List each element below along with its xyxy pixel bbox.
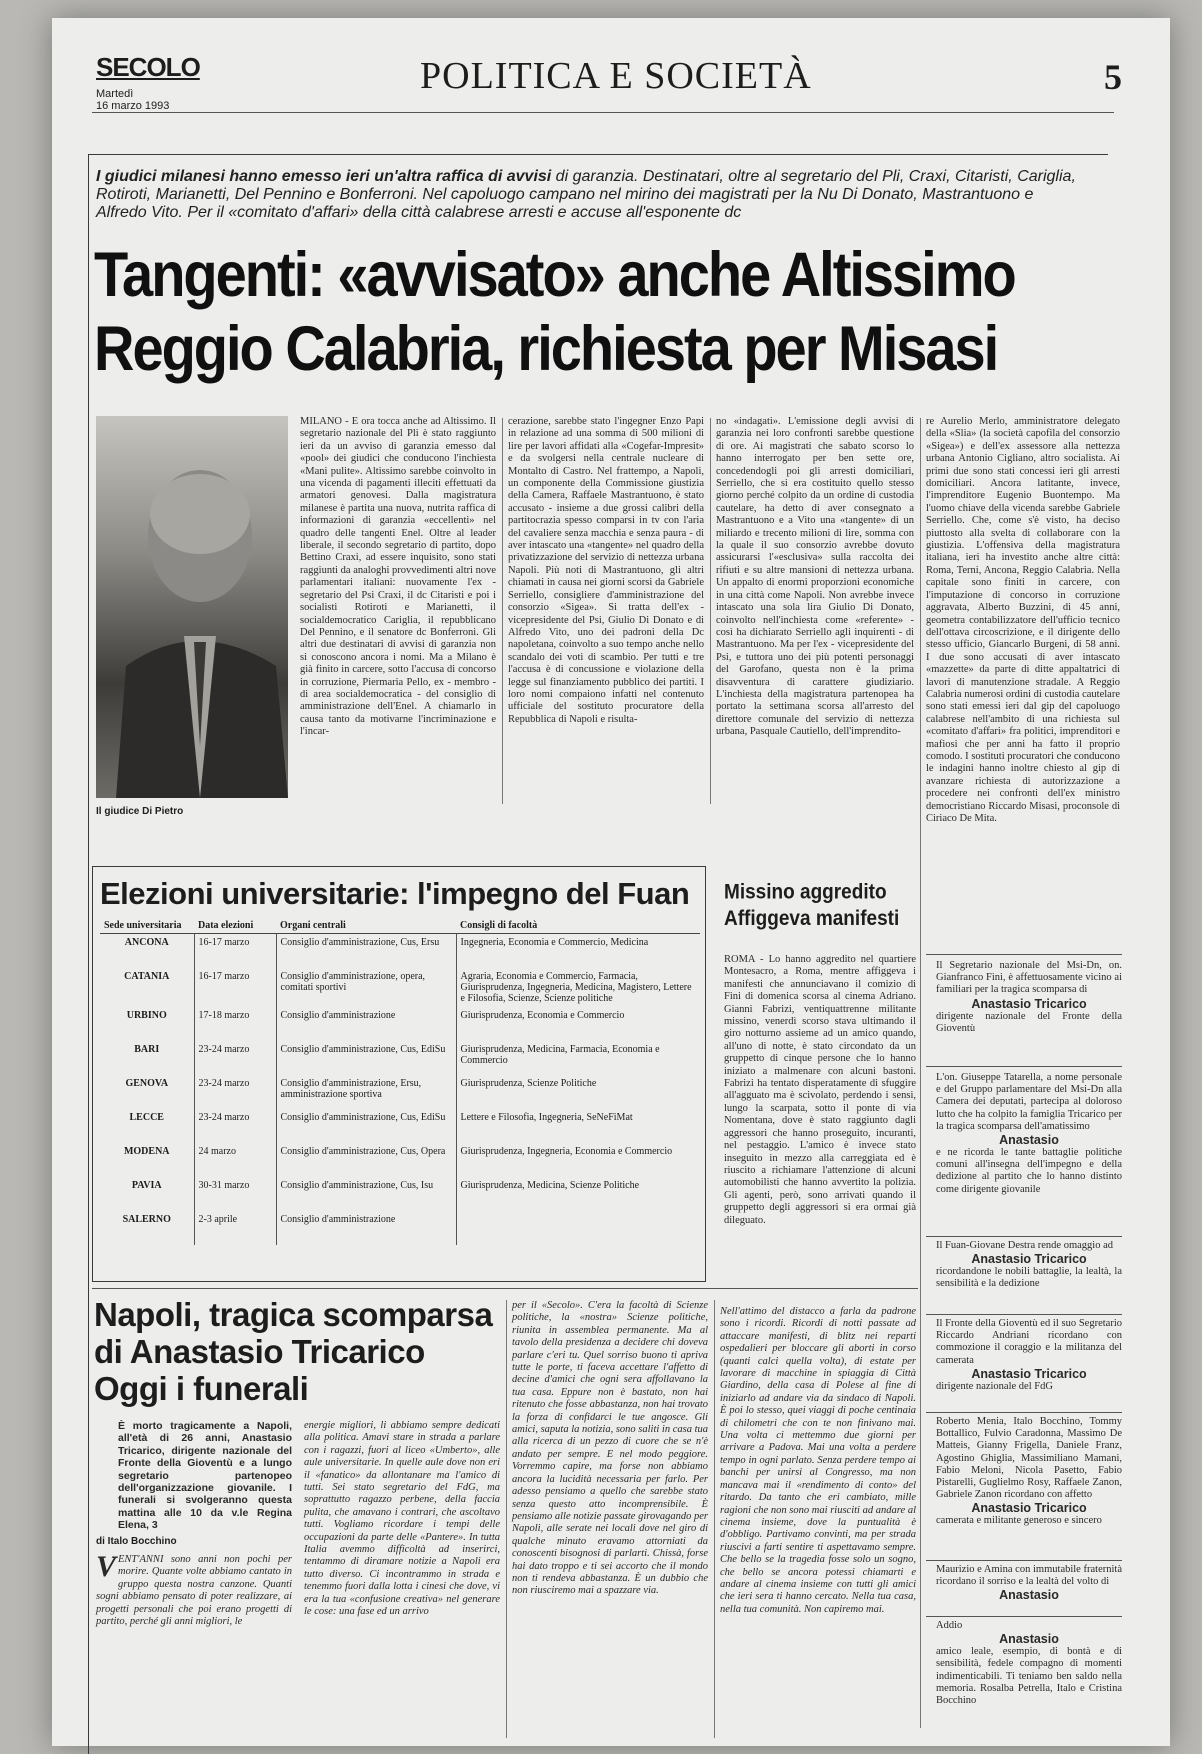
main-col-4: re Aurelio Merlo, amministratore delegato della «Slia» (la società capofila del consorzio «Sigea») e dell'ex assessore alla nettezza urbana Antonio Cigliano, altro socialista. Ai primi due sono stati concessi ieri gli arresti domiciliari. Ancora latitante, invece, l'imprenditore Eugenio Buontempo. Ma l'uomo chiave della vicenda sarebbe Gabriele Serriello. Che, come s'è visto, ha deciso piuttosto alla svelta di collaborare con la giustizia. L'offensiva della magistratura italiana, ieri ha investito anche altre città: Roma, Terni, Ancona, Reggio Calabria. Nella capitale sono finiti in carcere, con l'imputazione di concorso in corruzione aggravata, Alberto Buzzini, di 45 anni, geometra contabilizzatore dell'ufficio tecnico dell'ottava circoscrizione, e il dirigente dello stesso ufficio, Giancarlo Burgeni, di 58 anni. I due sono accusati di aver intascato «mazzette» da parte di ditte appaltatrici di lavori di manutenzione stradale. A Reggio Calabria numerosi ordini di custodia cautelare sono stati emessi ieri dal gip del capoluogo calabrese nell'ambito di una richiesta sul «comitato d'affari» fra politici, imprenditori e mafiosi che per anni ha fatto il proprio comodo. I sostituti procuratori che conducono le indagini hanno inoltre chiesto al gip di avanzare richiesta di autorizzazione a procedere nei confronti dell'ex ministro democristiano Riccardo Misasi, proconsole di Ciriaco De Mita. bbox=[926, 416, 1120, 824]
announcement-text: ricordandone le nobili battaglie, la lealtà, la sensibilità e la dedizione bbox=[936, 1266, 1122, 1290]
cell-organi: Consiglio d'amministrazione, Cus, Isu bbox=[276, 1177, 456, 1211]
missino-headline-line-1: Missino aggredito bbox=[724, 881, 887, 905]
announcement-text: L'on. Giuseppe Tatarella, a nome personale e del Gruppo parlamentare del Msi-Dn alla Camera dei deputati, partecipa al doloroso lutto che ha colpito la famiglia Tricarico per la tragica scomparsa dell'amatissimo bbox=[936, 1072, 1122, 1132]
intro-text: di garanzia. Destinatari, oltre al segretario del Pli, Craxi, Citaristi, Cariglia, Rotiroti, Marianetti, Del Pennino e Bonferroni. Nel capoluogo campano nel mirino dei magistrati per la Nu Di Donato, Mastrantuono e Alfredo Vito. Per il «comitato d'affari» della città calabrese arresti e accuse all'esponente dc bbox=[96, 168, 1076, 221]
napoli-headline bbox=[94, 1296, 492, 1407]
cell-organi: Consiglio d'amministrazione, Cus, Opera bbox=[276, 1143, 456, 1177]
table-row bbox=[100, 1041, 700, 1075]
cell-data: 2-3 aprile bbox=[194, 1211, 276, 1245]
table-row bbox=[100, 1143, 700, 1177]
announcement-text: Addio bbox=[936, 1620, 963, 1631]
main-col-2: cerazione, sarebbe stato l'ingegner Enzo Papi in relazione ad una somma di 500 milioni di lire per lavori affidati alla «Cogefar-Impresit» e da svolgersi nella centrale nucleare di Montalto di Castro. Nel frattempo, a Napoli, un componente della Commissione giustizia della Camera, Raffaele Mastrantuono, è stato accusato - insieme a due grossi calibri della partitocrazia spesso comparsi in tv con l'aria del cavaliere senza macchia e senza paura - di aver intascato una «tangente» nel quadro della privatizzazione del servizio di nettezza urbana Napoli. Più noti di Mastrantuono, gli altri chiamati in causa nei giorni scorsi da Gabriele Serriello, consigliere d'amministrazione del consorzio «Sigea». Si tratta dell'ex - vicepresidente del Psi, Giulio Di Donato e di Alfredo Vito, uno dei padroni della Dc napoletana, coinvolto a suo tempo anche nello scandalo dei voti di scambio. Per tutti e tre l'accusa è di concussione e violazione della legge sul finanziamento pubblico dei partiti. I loro nomi compaiono infatti nel contenuto ufficiale del sostituto procuratore della Repubblica di Napoli e risulta- bbox=[508, 416, 704, 725]
section-title: POLITICA E SOCIETÀ bbox=[420, 55, 812, 97]
drop-cap: V bbox=[96, 1550, 117, 1583]
header-rule bbox=[92, 112, 1114, 113]
cell-data: 16-17 marzo bbox=[194, 968, 276, 1007]
col-header-organi: Organi centrali bbox=[276, 918, 456, 934]
fuan-title: Elezioni universitarie: l'impegno del Fuan bbox=[100, 876, 690, 911]
article-intro bbox=[96, 168, 1086, 222]
announcement-text: dirigente nazionale del Fronte della Gioventù bbox=[936, 1010, 1122, 1034]
announcement-text: amico leale, esempio, di bontà e di sensibilità, fedele compagno di momenti indimenticabili. Ti teniamo ben saldo nella memoria. Rosalba Petrella, Italo e Cristina Bocchino bbox=[936, 1646, 1122, 1707]
cell-data: 23-24 marzo bbox=[194, 1109, 276, 1143]
column-rule bbox=[920, 418, 921, 1728]
announcement-text: camerata e militante generoso e sincero bbox=[936, 1515, 1102, 1527]
cell-data: 23-24 marzo bbox=[194, 1075, 276, 1109]
cell-data: 17-18 marzo bbox=[194, 1007, 276, 1041]
intro-bold: I giudici milanesi hanno emesso ieri un'altra raffica di avvisi bbox=[96, 168, 552, 185]
announcement-name: Anastasio bbox=[999, 1632, 1059, 1647]
announcement-name: Anastasio Tricarico bbox=[971, 1252, 1087, 1267]
cell-sede: LECCE bbox=[129, 1111, 164, 1123]
cell-sede: SALERNO bbox=[122, 1213, 171, 1225]
cell-organi: Consiglio d'amministrazione bbox=[276, 1211, 456, 1245]
announcement-1 bbox=[936, 960, 1122, 1035]
cell-sede: ANCONA bbox=[124, 937, 169, 948]
headline-line-2: Reggio Calabria, richiesta per Misasi bbox=[94, 313, 998, 384]
napoli-col-1-text: ENT'ANNI sono anni non pochi per morire. Quante volte abbiamo cantato in gruppo questa nostra canzone. Quanti sogni abbiamo pensato di poter realizzare, ai progetti personali che poi erano progetti di partito, perché gli anni migliori, le bbox=[96, 1554, 292, 1628]
missino-headline bbox=[724, 880, 899, 933]
newspaper-logo: SECOLO bbox=[96, 52, 200, 82]
cell-sede: PAVIA bbox=[131, 1179, 162, 1191]
fuan-table bbox=[100, 918, 700, 1245]
cell-sede: URBINO bbox=[126, 1009, 167, 1021]
table-row bbox=[100, 1075, 700, 1109]
cell-organi: Consiglio d'amministrazione, Cus, Ersu bbox=[276, 934, 456, 968]
cell-consigli: Giurisprudenza, Scienze Politiche bbox=[456, 1075, 700, 1109]
announcement-name: Anastasio Tricarico bbox=[971, 1501, 1087, 1516]
announcement-7 bbox=[936, 1620, 1122, 1707]
napoli-col-3: per il «Secolo». C'era la facoltà di Scienze politiche, la «nostra» Scienze politiche, riunita in assemblea permanente. Ma al tavolo della presidenza a decidere chi doveva parlare c'eri tu. Quel sorriso buono ti apriva tutte le porte, ti faceva accettare l'affetto di decine d'amici che ogni sera affollavano la tua casa. Eppure non è bastato, non hai ritenuto che fosse abbastanza, non hai trovato la forza di confidarci le tue angosce. Gli amici, saputa la notizia, sono saliti in casa tua alla ricerca di un pezzo di cuore che se n'è andato per sempre. E nel modo peggiore. Vorremmo capire, ma forse non abbiamo ancora la lucidità necessaria per farlo. Per adesso pensiamo a quello che sarebbe stato senza questo atto incomprensibile. È pensiamo alle notizie passate girovagando per Napoli, alle serate nei locali dove nel giro di qualche minuto eravamo attorniati da conoscenti bisognosi di parlarti. Chissà, forse hai dato troppo e ti sei accorto che il mondo non ti rendeva abbastanza. È un dubbio che non riusciremo mai a spazzare via. bbox=[512, 1300, 709, 1597]
column-rule bbox=[506, 1300, 507, 1738]
napoli-headline-line-1: Napoli, tragica scomparsa bbox=[94, 1296, 493, 1333]
cell-sede: CATANIA bbox=[124, 970, 170, 982]
table-row bbox=[100, 1007, 700, 1041]
missino-body: ROMA - Lo hanno aggredito nel quartiere Montesacro, a Roma, mentre affiggeva i manifesti che annunciavano il comizio di Fini di domenica scorsa al cinema Adriano. Gianni Fabrizi, ventiquattrenne militante missino, venerdì scorso stava ultimando il giro notturno assieme ad un amico quando, all'uno di notte, è stato circondato da un gruppetto di cinque persone che lo hanno iniziato a malmenare con alcuni bastoni. Fabrizi ha tentato disperatamente di sfuggire all'agguato ma è scivolato, perdendo i sensi, lungo la scarpata, sotto il ponte di via Nomentana, dove è stato raggiunto dagli aggressori che hanno proseguito, incuranti, nel pestaggio. L'amico è invece stato inseguito in mezzo alla carreggiata ed è riuscito a richiamare l'attenzione di alcuni automobilisti che hanno avvertito la polizia. Gli agenti, però, sono arrivati quando il gruppetto degli aggressori si era ormai già dileguato. bbox=[724, 954, 916, 1226]
cell-sede: MODENA bbox=[123, 1145, 170, 1157]
cell-consigli: Giurisprudenza, Medicina, Farmacia, Economia e Commercio bbox=[456, 1041, 700, 1075]
announcement-rule bbox=[926, 1560, 1122, 1561]
announcement-rule bbox=[926, 1066, 1122, 1067]
announcement-name: Anastasio bbox=[999, 1133, 1059, 1148]
cell-sede: GENOVA bbox=[125, 1077, 169, 1089]
napoli-col-2: energie migliori, li abbiamo sempre dedicati alla politica. Amavi stare in strada a parlare con i ragazzi, fuori al liceo «Umberto», alle aule universitarie. In quelle aule dove non eri il «fanatico» da allontanare ma l'amico di tutti. Sei stato segretario del FdG, ma soprattutto ragazzo perbene, della faccia pulita, che amavano i contrari, che ascoltavo tutti. Vogliamo ricordare i tempi delle occupazioni da parte delle «Pantere». In tutta Italia avemmo difficoltà ad inserirci, tentammo di diramare notizie a Napoli era tutto diverso. Ci incontrammo in strada e tenemmo fuori dalla lotta i cinesi che dove, vi era la tua «confusione creativa» nel generare le cose: una fase ed un arrivo bbox=[304, 1420, 500, 1618]
announcement-name: Anastasio Tricarico bbox=[971, 996, 1087, 1011]
cell-consigli: Giurisprudenza, Medicina, Scienze Politiche bbox=[456, 1177, 700, 1211]
napoli-col-4: Nell'attimo del distacco a farla da padrone sono i ricordi. Ricordi di notti passate ad attaccare manifesti, di blitz nei reparti ospedalieri per bloccare gli aborti in corso (quanti calci quella volta), di estate per lavorare di macchine in spiaggia di Città Giardino, della casa di Polese al fine di iniziarlo ad andare via da sindaco di Napoli. È poi lo stesso, quei viaggi di poche centinaia di chilometri che con te non finivano mai. Una volta ci mettemmo due giorni per arrivare a Padova. Mai una volta a perdere tempo in ogni parlato. Senza perdere tempo ai banchi per unirsi al Congresso, ma non mancava mai il «rendimento di conto» del ritardo. Da tanto che eri cambiato, mille ragioni che non sono mai riusciti ad andare al cinema insieme, dove la puntualità è d'obbligo. Partivamo convinti, ma per strada riuscivi a farti sentire ti aspettavamo sempre. Che bello se la tragedia fosse solo un sogno, che bello se ancora potessi chiamarti e andare al cinema insieme con tutti gli amici che ieri sera ti hanno cercato. Nella tua casa, nella tua comunità. Non capiremo mai. bbox=[720, 1306, 916, 1615]
announcement-text: Maurizio e Amina con immutabile fraternità ricordano il sorriso e la lealtà del volto di bbox=[936, 1564, 1122, 1588]
table-row bbox=[100, 934, 700, 968]
announcement-rule bbox=[926, 1236, 1122, 1237]
col-header-data: Data elezioni bbox=[194, 918, 276, 934]
napoli-lead: È morto tragicamente a Napoli, all'età di 26 anni, Anastasio Tricarico, dirigente nazionale del Fronte della Gioventù e a lungo segretario partenopeo dell'organizzazione giovanile. I funerali si svolgeranno questa mattina alle 10 da v.le Regina Elena, 3 bbox=[118, 1420, 292, 1532]
announcement-rule bbox=[926, 1314, 1122, 1315]
announcement-rule bbox=[926, 1412, 1122, 1413]
col-header-consigli: Consigli di facoltà bbox=[456, 918, 700, 934]
cell-data: 30-31 marzo bbox=[194, 1177, 276, 1211]
cell-consigli: Ingegneria, Economia e Commercio, Medicina bbox=[456, 934, 700, 968]
fuan-table-header bbox=[100, 918, 700, 934]
cell-organi: Consiglio d'amministrazione, Ersu, amministrazione sportiva bbox=[276, 1075, 456, 1109]
column-rule bbox=[710, 418, 711, 804]
announcement-rule bbox=[926, 954, 1122, 955]
cell-organi: Consiglio d'amministrazione, Cus, EdiSu bbox=[276, 1109, 456, 1143]
announcement-5 bbox=[936, 1416, 1122, 1528]
table-row bbox=[100, 1211, 700, 1245]
napoli-headline-line-3: Oggi i funerali bbox=[94, 1370, 309, 1407]
announcement-6 bbox=[936, 1564, 1122, 1602]
byline: di Italo Bocchino bbox=[96, 1536, 177, 1547]
announcement-2 bbox=[936, 1072, 1122, 1196]
cell-consigli bbox=[456, 1211, 700, 1245]
announcement-rule bbox=[926, 1616, 1122, 1617]
napoli-col-1 bbox=[96, 1550, 292, 1740]
announcement-text: Il Fuan-Giovane Destra rende omaggio ad bbox=[936, 1240, 1113, 1251]
table-row bbox=[100, 968, 700, 1007]
page-number: 5 bbox=[1104, 57, 1122, 97]
announcement-3 bbox=[936, 1240, 1122, 1291]
table-row bbox=[100, 1109, 700, 1143]
column-rule bbox=[502, 418, 503, 804]
announcement-text: Il Fronte della Gioventù ed il suo Segretario Riccardo Andriani ricordano con commozione il coraggio e la militanza del camerata bbox=[936, 1318, 1122, 1366]
portrait-illustration bbox=[96, 416, 288, 798]
issue-date bbox=[96, 88, 216, 112]
table-row bbox=[100, 1177, 700, 1211]
cell-sede: BARI bbox=[134, 1043, 160, 1055]
cell-data: 16-17 marzo bbox=[194, 934, 276, 968]
cell-organi: Consiglio d'amministrazione, Cus, EdiSu bbox=[276, 1041, 456, 1075]
missino-headline-line-2: Affiggeva manifesti bbox=[724, 907, 900, 931]
cell-consigli: Lettere e Filosofia, Ingegneria, SeNeFiMat bbox=[456, 1109, 700, 1143]
cell-consigli: Agraria, Economia e Commercio, Farmacia, Giurisprudenza, Ingegneria, Medicina, Magistero, Lettere e Filosofia, Scienze, Scienze politiche bbox=[456, 968, 700, 1007]
column-rule bbox=[714, 1300, 715, 1738]
col-header-sede: Sede universitaria bbox=[100, 918, 194, 934]
announcement-text: Roberto Menia, Italo Bocchino, Tommy Bottallico, Fulvio Caradonna, Massimo De Matteis, Gianny Frigella, Daniele Franz, Agostino Ghiglia, Massimiliano Mamani, Fabio Meloni, Nicola Pasetto, Fabio Pistarelli, Guglielmo Rosy, Raffaele Zanon, Gabriele Zanon ricordano con affetto bbox=[936, 1416, 1122, 1501]
cell-data: 23-24 marzo bbox=[194, 1041, 276, 1075]
cell-consigli: Giurisprudenza, Ingegneria, Economia e Commercio bbox=[456, 1143, 700, 1177]
date-weekday: Martedì bbox=[96, 88, 134, 100]
photo-caption: Il giudice Di Pietro bbox=[96, 806, 184, 817]
announcement-text: dirigente nazionale del FdG bbox=[936, 1380, 1053, 1392]
portrait-photo bbox=[96, 416, 288, 798]
cell-consigli: Giurisprudenza, Economia e Commercio bbox=[456, 1007, 700, 1041]
cell-organi: Consiglio d'amministrazione, opera, comitati sportivi bbox=[276, 968, 456, 1007]
napoli-headline-line-2: di Anastasio Tricarico bbox=[94, 1333, 425, 1370]
headline-line-1: Tangenti: «avvisato» anche Altissimo bbox=[94, 239, 1015, 310]
announcement-name: Anastasio Tricarico bbox=[971, 1366, 1087, 1381]
announcement-text: e ne ricorda le tante battaglie politiche comuni all'insegna dell'impegno e della dedizione al partito che lo hanno distinto come dirigente giovanile bbox=[936, 1147, 1122, 1195]
main-headline bbox=[94, 238, 1094, 386]
main-col-3: no «indagati». L'emissione degli avvisi di garanzia nei loro confronti sarebbe questione di ore. Ai magistrati che sabato scorso lo hanno interrogato per ben sette ore, concedendogli poi gli arresti domiciliari, Serriello, che si era costituito quello stesso giorno perché colpito da un ordine di custodia cautelare, ha detto di aver consegnato a Mastrantuono e a Vito una «tangente» di un miliardo e trecento milioni di lire, somma con la quale il suo consorzio avrebbe dovuto assicurarsi l'«esclusiva» sulla raccolta dei rifiuti e su altre mansioni di nettezza urbana. Un appalto di enormi proporzioni economiche in una città come Napoli. Non avrebbe invece intascato una sola lira Giulio Di Donato, coinvolto nell'inchiesta come «referente» - così ha dichiarato Serriello agli inquirenti - di Mastrantuono. Ma per l'ex - vicepresidente del Psi, e tuttora uno dei più potenti personaggi del Garofano, questa non è la prima disavventura di carattere giudiziario. L'inchiesta della magistratura partenopea ha portato la settimana scorsa all'arresto del direttore comunale del servizio di nettezza urbana, Pasquale Cautiello, dell'imprendito- bbox=[716, 416, 914, 738]
main-col-1: MILANO - E ora tocca anche ad Altissimo. Il segretario nazionale del Pli è stato raggiunto ieri da un avviso di garanzia emesso dal «pool» dei giudici che conducono l'inchiesta «Mani pulite». Altissimo sarebbe coinvolto in una vicenda di pagamenti illeciti effettuati da armatori genovesi. Dalla magistratura milanese è partita una nuova, nutrita raffica di informazioni di garanzia «eccellenti» nel quadro delle tangenti Enel. Oltre al leader liberale, il secondo segretario di partito, dopo Bettino Craxi, ad essere inquisito, sono stati raggiunti da analoghi provvedimenti altri nove parlamentari italiani: nuovamente l'ex - segretario del Psi Craxi, il dc Citaristi e poi i socialisti Rotiroti e Marianetti, il socialdemocratico Cariglia, il repubblicano Del Pennino, e il senatore dc Bonferroni. Gli altri due destinatari di avvisi di garanzia non si conoscono ancora i nomi. Ma a Milano è già finito in carcere, sotto l'accusa di concorso in corruzione, Piermaria Pello, ex - membro - di area socialdemocratica - del consiglio di amministrazione dell'Enel. A chiamarlo in causa tanto da motivarne l'incriminazione e l'incar- bbox=[300, 416, 496, 738]
date-full: 16 marzo 1993 bbox=[96, 100, 170, 112]
announcement-name: Anastasio bbox=[999, 1588, 1059, 1603]
announcement-text: Il Segretario nazionale del Msi-Dn, on. Gianfranco Fini, è affettuosamente vicino ai familiari per la tragica scomparsa di bbox=[936, 960, 1122, 996]
section-rule bbox=[92, 1288, 918, 1289]
cell-data: 24 marzo bbox=[194, 1143, 276, 1177]
cell-organi: Consiglio d'amministrazione bbox=[276, 1007, 456, 1041]
announcement-4 bbox=[936, 1318, 1122, 1393]
